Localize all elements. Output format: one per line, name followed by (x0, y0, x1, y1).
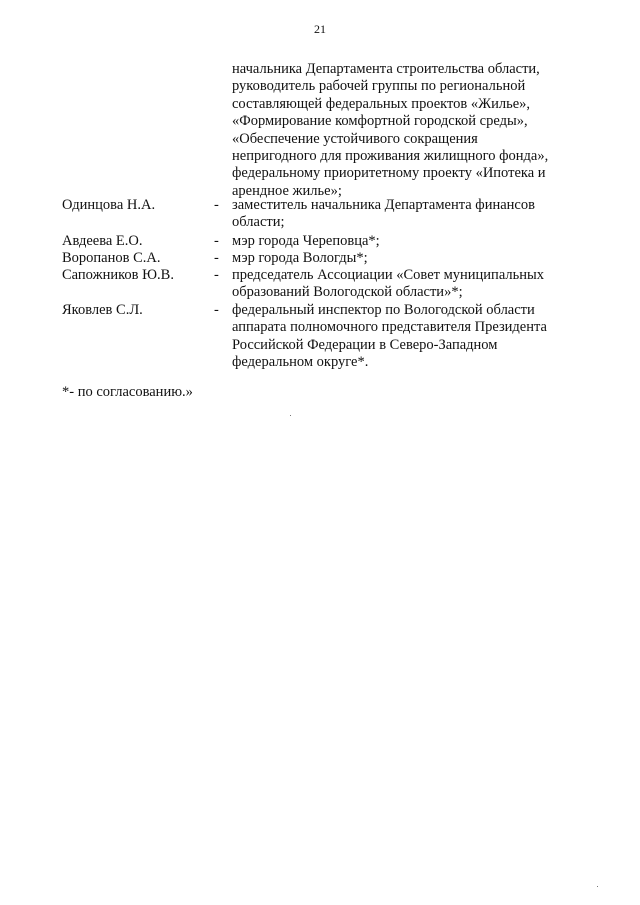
role-line: мэр города Вологды*; (232, 250, 368, 266)
member-role (232, 233, 612, 250)
intro-line: непригодного для проживания жилищного фонда», (232, 148, 549, 165)
intro-line: составляющей федеральных проектов «Жилье», (232, 95, 531, 112)
intro-line: «Формирование комфортной городской среды», (232, 113, 528, 130)
member-dash: - (214, 302, 219, 318)
role-line: федеральный инспектор по Вологодской области (232, 302, 535, 318)
member-dash: - (214, 267, 219, 283)
intro-line: «Обеспечение устойчивого сокращения (232, 130, 478, 147)
member-name: Сапожников Ю.В. (62, 267, 174, 283)
role-line: мэр города Череповца*; (232, 233, 380, 249)
scan-speck (290, 415, 291, 416)
member-dash: - (214, 250, 219, 266)
role-line: заместитель начальника Департамента финансов (232, 197, 535, 213)
intro-paragraph (232, 61, 612, 200)
member-name: Одинцова Н.А. (62, 197, 156, 213)
role-line: образований Вологодской области»*; (232, 284, 463, 301)
member-dash: - (214, 233, 219, 249)
member-role (232, 267, 612, 302)
member-name: Авдеева Е.О. (62, 233, 143, 249)
member-dash: - (214, 197, 219, 213)
scan-speck (597, 886, 598, 887)
intro-line: руководитель рабочей группы по региональной (232, 78, 526, 95)
footnote: *- по согласованию.» (62, 384, 193, 400)
role-line: федеральном округе*. (232, 354, 369, 371)
intro-line: начальника Департамента строительства области, (232, 61, 540, 77)
role-line: председатель Ассоциации «Совет муниципальных (232, 267, 544, 283)
member-name: Яковлев С.Л. (62, 302, 143, 318)
member-role (232, 302, 612, 372)
page-number: 21 (314, 22, 326, 36)
intro-line: арендное жилье»; (232, 182, 342, 199)
member-name: Воропанов С.А. (62, 250, 161, 266)
member-role (232, 197, 612, 232)
role-line: области; (232, 214, 285, 231)
role-line: Российской Федерации в Северо-Западном (232, 336, 498, 353)
role-line: аппарата полномочного представителя Президента (232, 319, 547, 336)
intro-line: федеральному приоритетному проекту «Ипотека и (232, 165, 546, 182)
member-role (232, 250, 612, 267)
